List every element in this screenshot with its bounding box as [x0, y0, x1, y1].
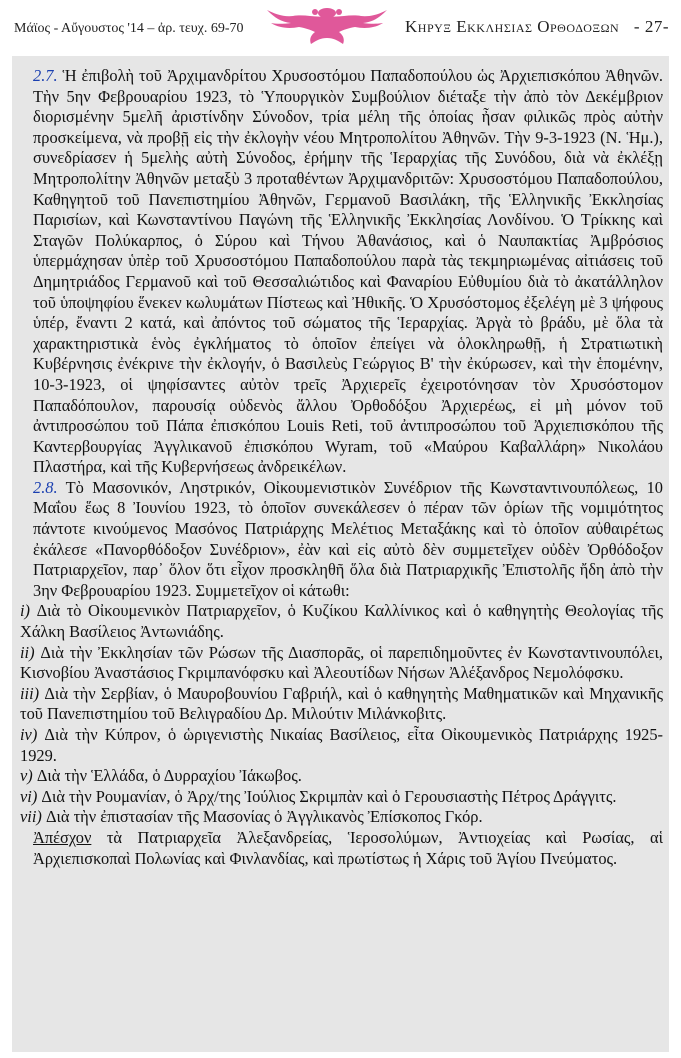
- section-2-8: [20, 478, 663, 602]
- article-body: [20, 66, 663, 869]
- list-item: iv) Διὰ τὴν Κύπρον, ὁ ὡριγενιστὴς Νικαίας Βασίλειος, εἶτα Οἰκουμενικὸς Πατριάρχης 1925-1929.: [20, 725, 663, 765]
- list-item: i) Διὰ τὸ Οἰκουμενικὸν Πατριαρχεῖον, ὁ Κυζίκου Καλλίνικος καὶ ὁ καθηγητὴς Θεολογίας τῆς Χάλκη Βασίλειος Ἀντωνιάδης.: [20, 601, 663, 642]
- section-text: Τὸ Μασονικόν, Ληστρικόν, Οἰκουμενιστικὸν Συνέδριον τῆς Κωνσταντινουπόλεως, 10 Μαΐου ἕως 8 Ἰουνίου 1923, τὸ ὁποῖον συνεκάλεσεν ὁ πέραν τῶν ὁρίων τῆς νομιμότητος πάντοτε κινούμενος Μασόνος Πατριάρχης Μελέτιος Μεταξάκης καὶ τὸ ὁποῖον αὐθαιρέτως ἐκάλεσε «Πανορθόδοξον Συνέδριον», ἐὰν καὶ εἰς αὐτὸ δὲν συμμετεῖχεν οὐδὲν Ὀρθόδοξον Πατριαρχεῖον, παρ᾽ ὅλον ὅτι εἶχον προσκληθῆ ὅλα διὰ Πατριαρχικῆς Ἐπιστολῆς ἤδη ἀπὸ τὴν 3ην Φεβρουαρίου 1923. Συμμετεῖχον οἱ κάτωθι:: [33, 477, 663, 600]
- list-item: iii) Διὰ τὴν Σερβίαν, ὁ Μαυροβουνίου Γαβριήλ, καὶ ὁ καθηγητὴς Μαθηματικῶν καὶ Μηχανικῆς τοῦ Πανεπιστημίου τοῦ Βελιγραδίου Δρ. Μιλούτιν Μιλάνκοβιτς.: [20, 683, 663, 724]
- double-headed-eagle-icon: [265, 4, 389, 46]
- list-item: vi) Διὰ τὴν Ρουμανίαν, ὁ Ἀρχ/της Ἰούλιος Σκριμπὰν καὶ ὁ Γερουσιαστὴς Πέτρος Δράγγιτς.: [20, 786, 617, 806]
- list-item: ii) Διὰ τὴν Ἐκκλησίαν τῶν Ρώσων τῆς Διασπορᾶς, οἱ παρεπιδημοῦντες ἐν Κωνσταντινουπόλει, Κισνοβίου Ἀναστάσιος Γκριμπανόφσκυ καὶ Ἀλεουτίδων Νήσων Ἀλέξανδρος Νεμολόφσκυ.: [20, 642, 663, 683]
- section-text: Ἡ ἐπιβολὴ τοῦ Ἀρχιμανδρίτου Χρυσοστόμου Παπαδοπούλου ὡς Ἀρχιεπισκόπου Ἀθηνῶν. Τὴν 5ην Φεβρουαρίου 1923, τὸ Ὑπουργικὸν Συμβούλιον διέταξε τὴν ἀπὸ τὸν Δεκέμβριον διορισμένην 5μελῆ ἀριστίνδην Σύνοδον, τρία μέλη τῆς ὁποίας ἦσαν φιλικῶς πρὸς αὐτὴν προσκείμενα, νὰ προβῇ εἰς τὴν ἐκλογὴν νέου Μητροπολίτου Ἀθηνῶν. Τὴν 9-3-1923 (Ν. Ἡμ.), συνεδρίασεν ἡ 5μελὴς αὐτὴ Σύνοδος, ἐρήμην τῆς Ἱεραρχίας τῆς Συνόδου, διὰ νὰ ἐκλέξῃ Μητροπολίτην Ἀθηνῶν μεταξὺ 3 προταθέντων Ἀρχιμανδριτῶν: Χρυσοστόμου Παπαδοπούλου, Καθηγητοῦ τοῦ Πανεπιστημίου Ἀθηνῶν, Γερμανοῦ Βασιλάκη, τῆς Ἑλληνικῆς Ἐκκλησίας Παρισίων, καὶ Κωνσταντίνου Παγώνη τῆς Ἑλληνικῆς Ἐκκλησίας Λονδίνου. Ὁ Τρίκκης καὶ Σταγῶν Πολύκαρπος, ὁ Σύρου καὶ Τήνου Ἀθανάσιος, καὶ ὁ Ναυπακτίας Ἀμβρόσιος ὑπερμάχησαν ὑπὲρ τοῦ Χρυσοστόμου Παπαδοπούλου παρὰ τὰς τεκμηριωμένας αἰτιάσεις τοῦ Δημητριάδος Γερμανοῦ καὶ τοῦ Θεσσαλιώτιδος καὶ Φαναρίου Εὐθυμίου διὰ τὸ ἀκατάλληλον τοῦ ὑποψηφίου ἕνεκεν κωλυμάτων Πίστεως καὶ Ἠθικῆς. Ὁ Χρυσόστομος ἐξελέγη μὲ 3 ψήφους ὑπέρ, ἔναντι 2 κατά, καὶ ἀπόντος τοῦ σώματος τῆς Ἱεραρχίας. Ἀργὰ τὸ βράδυ, μὲ ὅλα τὰ χαρακτηριστικὰ ἑνὸς ἐγκλήματος τὸ ὁποῖον ἐπείγει νὰ ὁλοκληρωθῇ, ἡ Στρατιωτικὴ Κυβέρνησις ἐνέκρινε τὴν ἐκλογήν, ὁ Βασιλεὺς Γεώργιος Β' τὴν ἐκύρωσεν, καὶ τὴν ἑπομένην, 10-3-1923, οἱ ψηφίσαντες αὐτὸν τρεῖς Ἀρχιερεῖς ἐχειροτόνησαν τὸν Χρυσόστομον Παπαδόπουλον, παρουσίᾳ οὐδενὸς ἄλλου Ὀρθοδόξου Ἀρχιερέως, εἰ μὴ μόνον τοῦ ἀντιπροσώπου τοῦ Πάπα ἐπισκόπου Louis Reti, τοῦ ἀντιπροσώπου τοῦ Ἀρχιεπισκόπου τῆς Καντερβουργίας Ἀγγλικανοῦ ἐπισκόπου Wyram, τοῦ «Μαύρου Καβαλλάρη» Νικολάου Πλαστήρα, καὶ τῆς Κυβερνήσεως ἀνδρεικέλων.: [33, 66, 663, 477]
- page-number: - 27-: [633, 17, 669, 36]
- absent-text: τὰ Πατριαρχεῖα Ἀλεξανδρείας, Ἱεροσολύμων, Ἀντιοχείας καὶ Ρωσίας, αἱ Ἀρχιεπισκοπαὶ Πολωνίας καὶ Φινλανδίας, καὶ πρωτίστως ἡ Χάρις τοῦ Ἁγίου Πνεύματος.: [33, 827, 663, 868]
- section-number: 2.7.: [33, 66, 58, 85]
- absent-paragraph: [20, 828, 663, 869]
- issue-info: Μάϊος - Αὔγουστος '14 – ἀρ. τευχ. 69-70: [14, 21, 244, 36]
- page-header: [0, 0, 681, 52]
- section-number: 2.8.: [33, 477, 58, 497]
- section-2-7: [20, 66, 663, 478]
- list-item: vii) Διὰ τὴν ἐπιστασίαν τῆς Μασονίας ὁ Ἀγγλικανὸς Ἐπίσκοπος Γκόρ.: [20, 807, 483, 827]
- journal-title: Κηρυξ Εκκλησιας Ορθοδοξων - 27-: [405, 17, 669, 36]
- list-item: v) Διὰ τὴν Ἑλλάδα, ὁ Δυρραχίου Ἰάκωβος.: [20, 766, 302, 786]
- absent-lead: Ἀπέσχον: [33, 827, 92, 847]
